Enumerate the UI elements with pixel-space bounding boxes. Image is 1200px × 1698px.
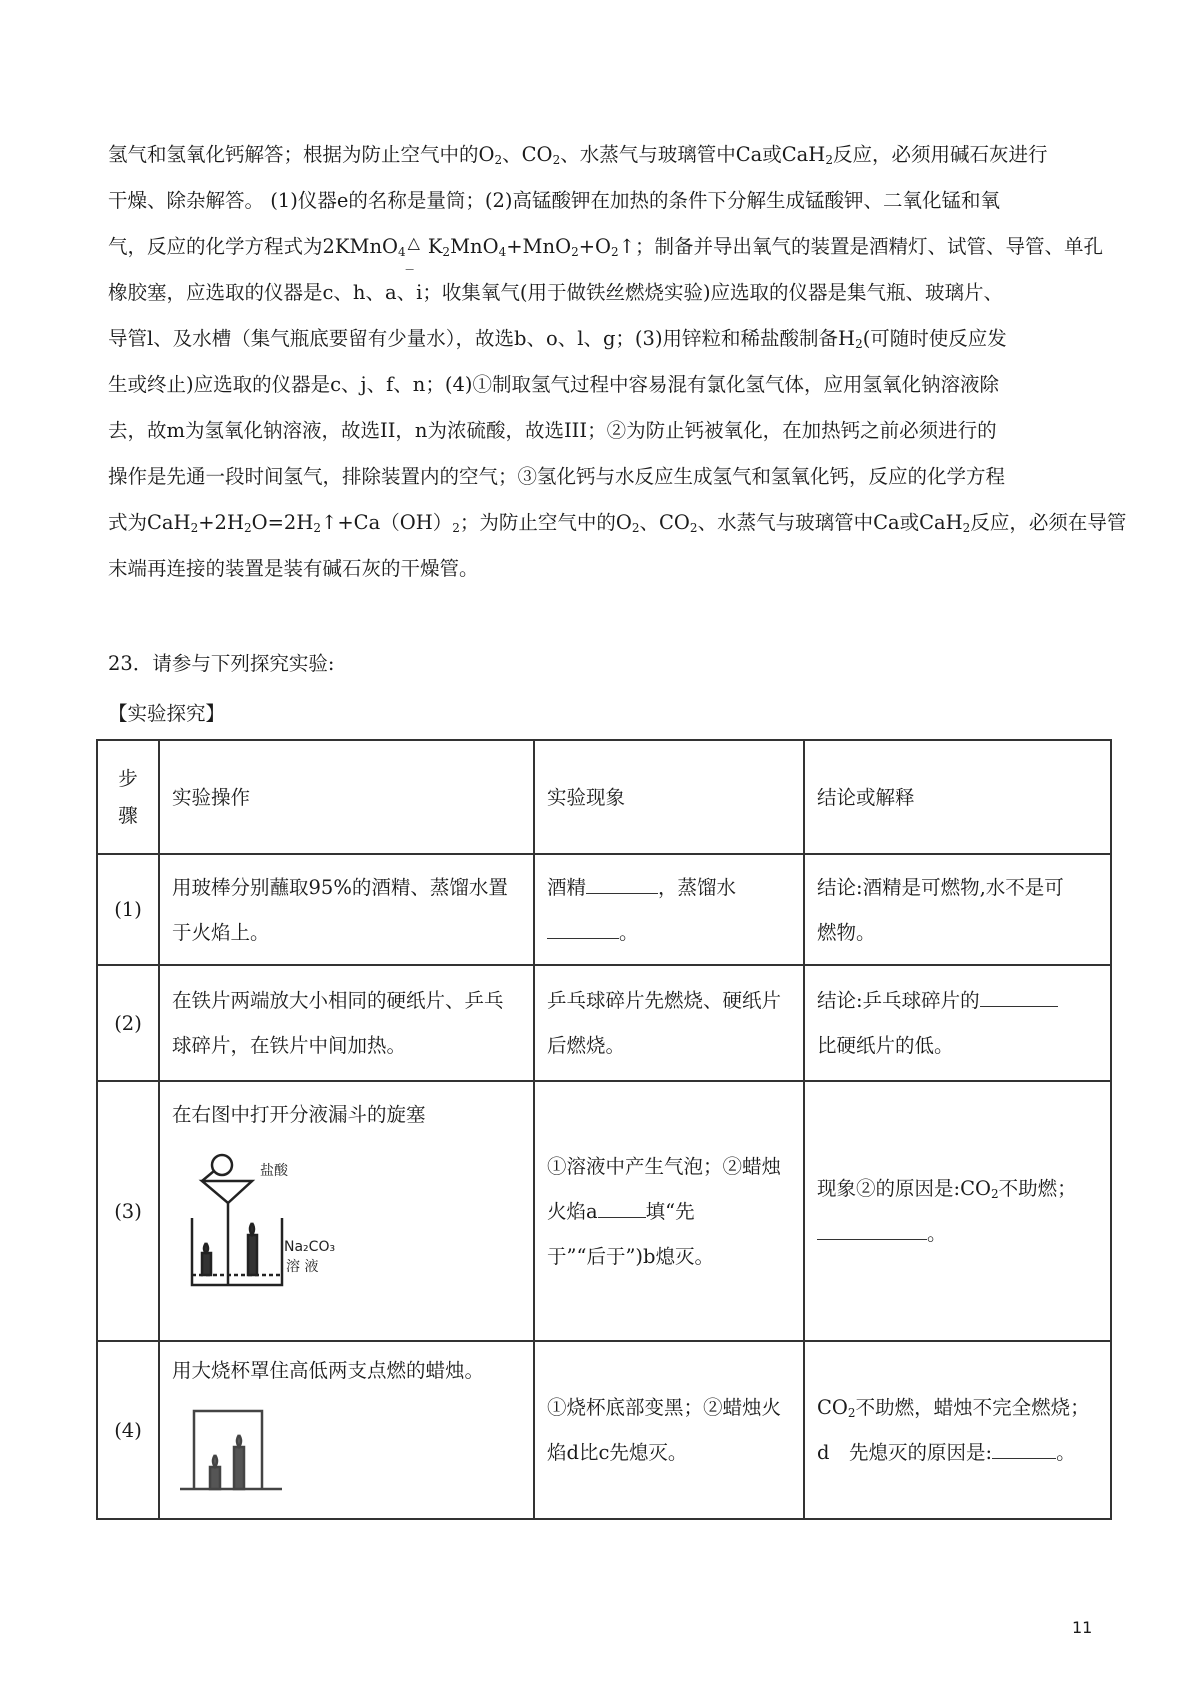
beaker-candles-figure xyxy=(172,1399,292,1499)
answer-line: 式为$CaH_2+2H_2O=2H_2↑+Ca(OH)_2$；为防止空气中的$O_2$、$CO_2$、水蒸气与玻璃管中Ca或CaH$_2$反应，必须在导管 xyxy=(108,511,1127,535)
answer-line-equation: 气，反应的化学方程式为2KMnO$_4$ △ ‾ $K_2MnO_4+MnO_2+O_2↑$；制备并导出氧气的装置是酒精灯、试管、导管、单孔 xyxy=(108,233,1104,285)
row-phenomenon: 酒精 ，蒸馏水 。 xyxy=(534,854,804,965)
table-row xyxy=(97,965,1111,1081)
answer-blank[interactable] xyxy=(992,1436,1056,1459)
figure-label: 盐酸 xyxy=(260,1163,288,1179)
answer-line: 去，故m为氢氧化钠溶液，故选II，n为浓硫酸，故选III；②为防止钙被氧化，在加热钙之前必须进行的 xyxy=(108,419,997,442)
answer-blank[interactable] xyxy=(980,984,1058,1007)
answer-line: 导管l、及水槽（集气瓶底要留有少量水），故选b、o、l、g；(3)用锌粒和稀盐酸制备$H_2$(可随时使反应发 xyxy=(108,327,1007,351)
section-heading: 【实验探究】 xyxy=(108,702,226,725)
page-number: 11 xyxy=(1072,1618,1093,1637)
row-phenomenon: ①溶液中产生气泡；②蜡烛 火焰a 填“先 于”“后于”)b熄灭。 xyxy=(534,1081,804,1341)
row-step: (4) xyxy=(97,1341,159,1519)
answer-line: 生或终止)应选取的仪器是c、j、f、n；(4)①制取氢气过程中容易混有氯化氢气体，应用氢氧化钠溶液除 xyxy=(108,373,999,396)
row-step: (1) xyxy=(97,854,159,965)
row-phenomenon: ①烧杯底部变黑；②蜡烛火 焰d比c先熄灭。 xyxy=(534,1341,804,1519)
answer-blank[interactable] xyxy=(598,1195,646,1218)
answer-paragraph xyxy=(108,132,1127,592)
question-title: 23．请参与下列探究实验: xyxy=(108,652,335,675)
table-row xyxy=(97,854,1111,965)
figure-label: Na₂CO₃ xyxy=(284,1239,336,1255)
table-row xyxy=(97,1081,1111,1341)
row-step: (2) xyxy=(97,965,159,1081)
table-header-row xyxy=(97,740,1111,854)
answer-blank[interactable] xyxy=(817,1217,927,1240)
header-phenomenon: 实验现象 xyxy=(534,740,804,854)
row-conclusion: 结论:酒精是可燃物,水不是可 燃物。 xyxy=(804,854,1111,965)
answer-line: 操作是先通一段时间氢气，排除装置内的空气；③氢化钙与水反应生成氢气和氢氧化钙，反应的化学方程 xyxy=(108,465,1006,488)
row-operation: 在铁片两端放大小相同的硬纸片、乒乓 球碎片，在铁片中间加热。 xyxy=(159,965,534,1081)
row-phenomenon: 乒乓球碎片先燃烧、硬纸片 后燃烧。 xyxy=(534,965,804,1081)
answer-line: 橡胶塞，应选取的仪器是c、h、a、i；收集氧气(用于做铁丝燃烧实验)应选取的仪器是集气瓶、玻璃片、 xyxy=(108,281,1004,304)
header-conclusion: 结论或解释 xyxy=(804,740,1111,854)
row-operation: 在右图中打开分液漏斗的旋塞 盐酸 Na₂CO₃ 溶 液 xyxy=(159,1081,534,1341)
row-operation: 用大烧杯罩住高低两支点燃的蜡烛。 xyxy=(159,1341,534,1519)
row-operation: 用玻棒分别蘸取95%的酒精、蒸馏水置 于火焰上。 xyxy=(159,854,534,965)
figure-label: 溶 液 xyxy=(286,1259,319,1275)
experiment-table xyxy=(96,739,1112,1520)
table-row xyxy=(97,1341,1111,1519)
row-step: (3) xyxy=(97,1081,159,1341)
answer-blank[interactable] xyxy=(547,916,619,939)
answer-line: 氢气和氢氧化钙解答；根据为防止空气中的$O_2$、$CO_2$、水蒸气与玻璃管中Ca或CaH$_2$反应，必须用碱石灰进行 xyxy=(108,143,1048,167)
row-conclusion: 结论:乒乓球碎片的 比硬纸片的低。 xyxy=(804,965,1111,1081)
answer-line: 末端再连接的装置是装有碱石灰的干燥管。 xyxy=(108,557,479,580)
header-operation: 实验操作 xyxy=(159,740,534,854)
row-conclusion: $CO_2$不助燃，蜡烛不完全燃烧； d 先熄灭的原因是: 。 xyxy=(804,1341,1111,1519)
row-conclusion: 现象②的原因是$:CO_2$不助燃； 。 xyxy=(804,1081,1111,1341)
answer-line: 干燥、除杂解答。 (1)仪器e的名称是量筒；(2)高锰酸钾在加热的条件下分解生成锰酸钾、二氧化锰和氧 xyxy=(108,189,1000,212)
answer-blank[interactable] xyxy=(586,871,658,894)
funnel-beaker-apparatus-figure xyxy=(172,1143,372,1293)
header-step: 步 骤 xyxy=(97,740,159,854)
